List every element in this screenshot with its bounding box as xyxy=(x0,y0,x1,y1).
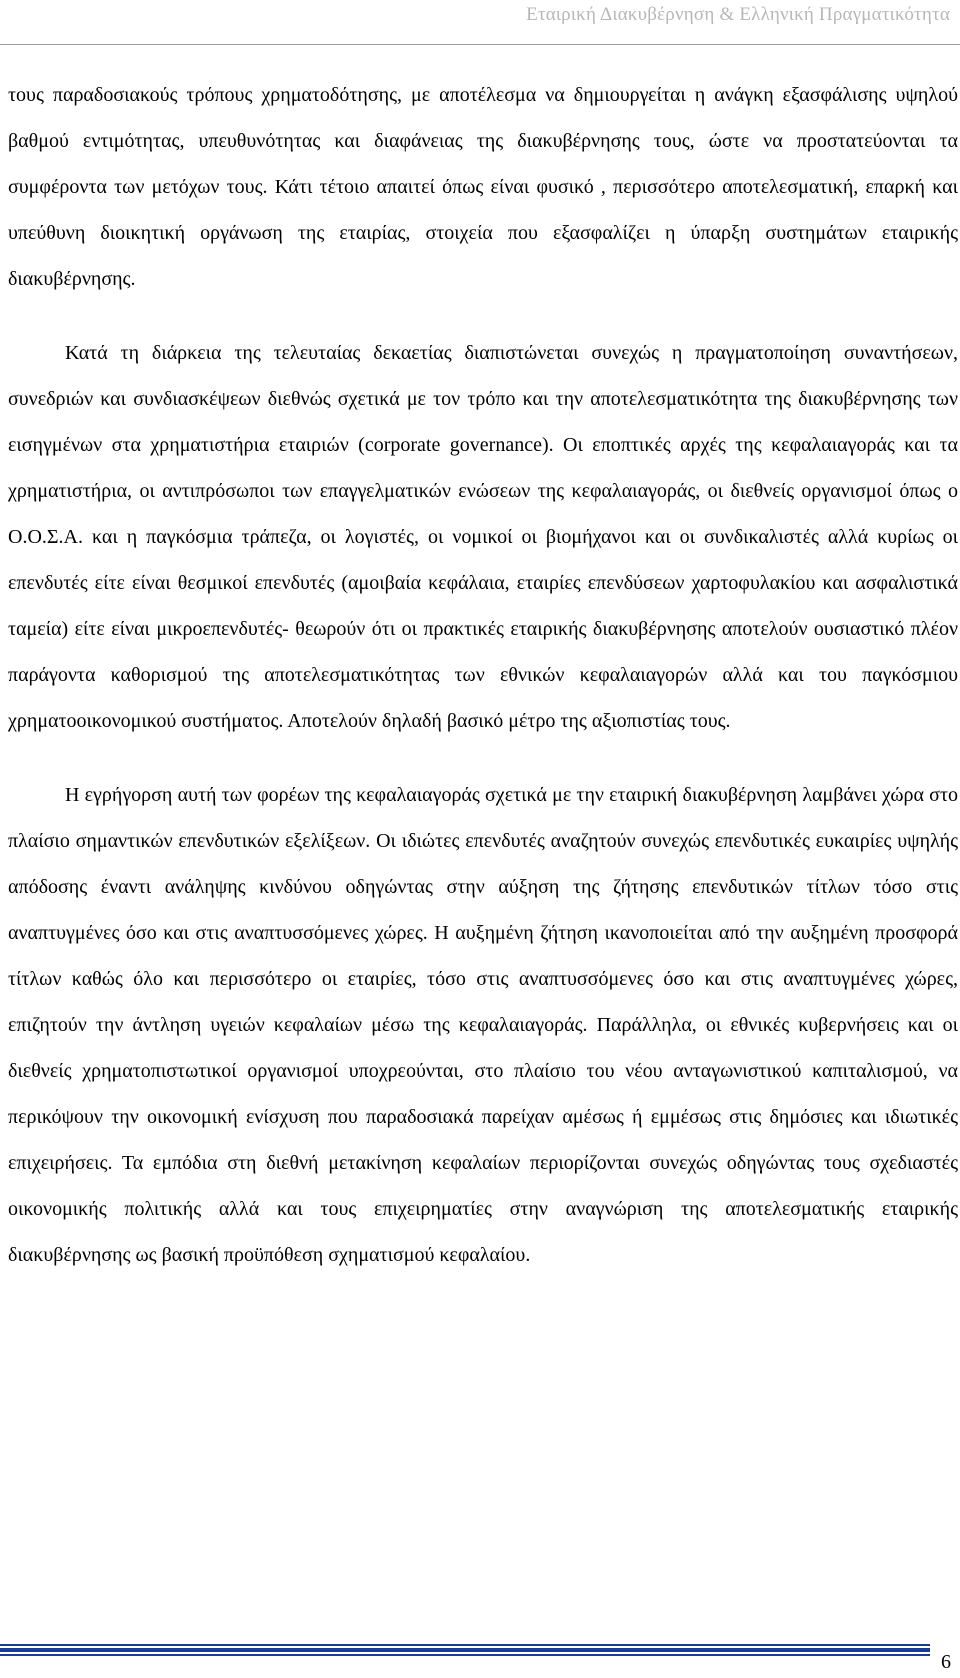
body-text xyxy=(8,72,958,1278)
paragraph: Η εγρήγορση αυτή των φορέων της κεφαλαιαγοράς σχετικά με την εταιρική διακυβέρνηση λαμβάνει χώρα στο πλαίσιο σημαντικών επενδυτικών εξελίξεων. Οι ιδιώτες επενδυτές αναζητούν συνεχώς επενδυτικές ευκαιρίες υψηλής απόδοσης έναντι ανάληψης κινδύνου οδηγώντας στην αύξηση της ζήτησης επενδυτικών τίτλων τόσο στις αναπτυγμένες όσο και στις αναπτυσσόμενες χώρες. Η αυξημένη ζήτηση ικανοποιείται από την αυξημένη προσφορά τίτλων καθώς όλο και περισσότερο οι εταιρίες, τόσο στις αναπτυσσόμενες όσο και στις αναπτυγμένες χώρες, επιζητούν την άντληση υγειών κεφαλαίων μέσω της κεφαλαιαγοράς. Παράλληλα, οι εθνικές κυβερνήσεις και οι διεθνείς χρηματοπιστωτικοί οργανισμοί υποχρεούνται, στο πλαίσιο του νέου ανταγωνιστικού καπιταλισμού, να περικόψουν την οικονομική ενίσχυση που παραδοσιακά παρείχαν αμέσως ή εμμέσως στις δημόσιες και ιδιωτικές επιχειρήσεις. Τα εμπόδια στη διεθνή μετακίνηση κεφαλαίων περιορίζονται συνεχώς οδηγώντας τους σχεδιαστές οικονομικής πολιτικής αλλά και τους επιχειρηματίες στην αναγνώριση της αποτελεσματικής εταιρικής διακυβέρνησης ως βασική προϋπόθεση σχηματισμού κεφαλαίου. xyxy=(8,784,958,1266)
page-number: 6 xyxy=(941,1651,951,1673)
footer-rule-line xyxy=(0,1654,930,1656)
footer-rule-line xyxy=(0,1644,930,1646)
paragraph-continuation: τους παραδοσιακούς τρόπους χρηματοδότησης, με αποτέλεσμα να δημιουργείται η ανάγκη εξασφάλισης υψηλού βαθμού εντιμότητας, υπευθυνότητας και διαφάνειας της διακυβέρνησης τους, ώστε να προστατεύονται τα συμφέροντα των μετόχων τους. Κάτι τέτοιο απαιτεί όπως είναι φυσικό , περισσότερο αποτελεσματική, επαρκή και υπεύθυνη διοικητική οργάνωση της εταιρίας, στοιχεία που εξασφαλίζει η ύπαρξη συστημάτων εταιρικής διακυβέρνησης. xyxy=(8,84,958,290)
footer-rule xyxy=(0,1644,930,1658)
running-header: Εταιρική Διακυβέρνηση & Ελληνική Πραγματικότητα xyxy=(526,4,950,25)
header-rule xyxy=(0,44,960,45)
paragraph: Κατά τη διάρκεια της τελευταίας δεκαετίας διαπιστώνεται συνεχώς η πραγματοποίηση συναντήσεων, συνεδριών και συνδιασκέψεων διεθνώς σχετικά με τον τρόπο και την αποτελεσματικότητα της διακυβέρνησης των εισηγμένων στα χρηματιστήρια εταιριών (corporate governance). Οι εποπτικές αρχές της κεφαλαιαγοράς και τα χρηματιστήρια, οι αντιπρόσωποι των επαγγελματικών ενώσεων της κεφαλαιαγοράς, οι διεθνείς οργανισμοί όπως ο Ο.Ο.Σ.Α. και η παγκόσμια τράπεζα, οι λογιστές, οι νομικοί οι βιομήχανοι και οι συνδικαλιστές αλλά κυρίως οι επενδυτές είτε είναι θεσμικοί επενδυτές (αμοιβαία κεφάλαια, εταιρίες επενδύσεων χαρτοφυλακίου και ασφαλιστικά ταμεία) είτε είναι μικροεπενδυτές- θεωρούν ότι οι πρακτικές εταιρικής διακυβέρνησης αποτελούν ουσιαστικό πλέον παράγοντα καθορισμού της αποτελεσματικότητας των εθνικών κεφαλαιαγορών αλλά και του παγκόσμιου χρηματοοικονομικού συστήματος. Αποτελούν δηλαδή βασικό μέτρο της αξιοπιστίας τους. xyxy=(8,342,958,732)
footer-rule-line xyxy=(0,1648,930,1652)
